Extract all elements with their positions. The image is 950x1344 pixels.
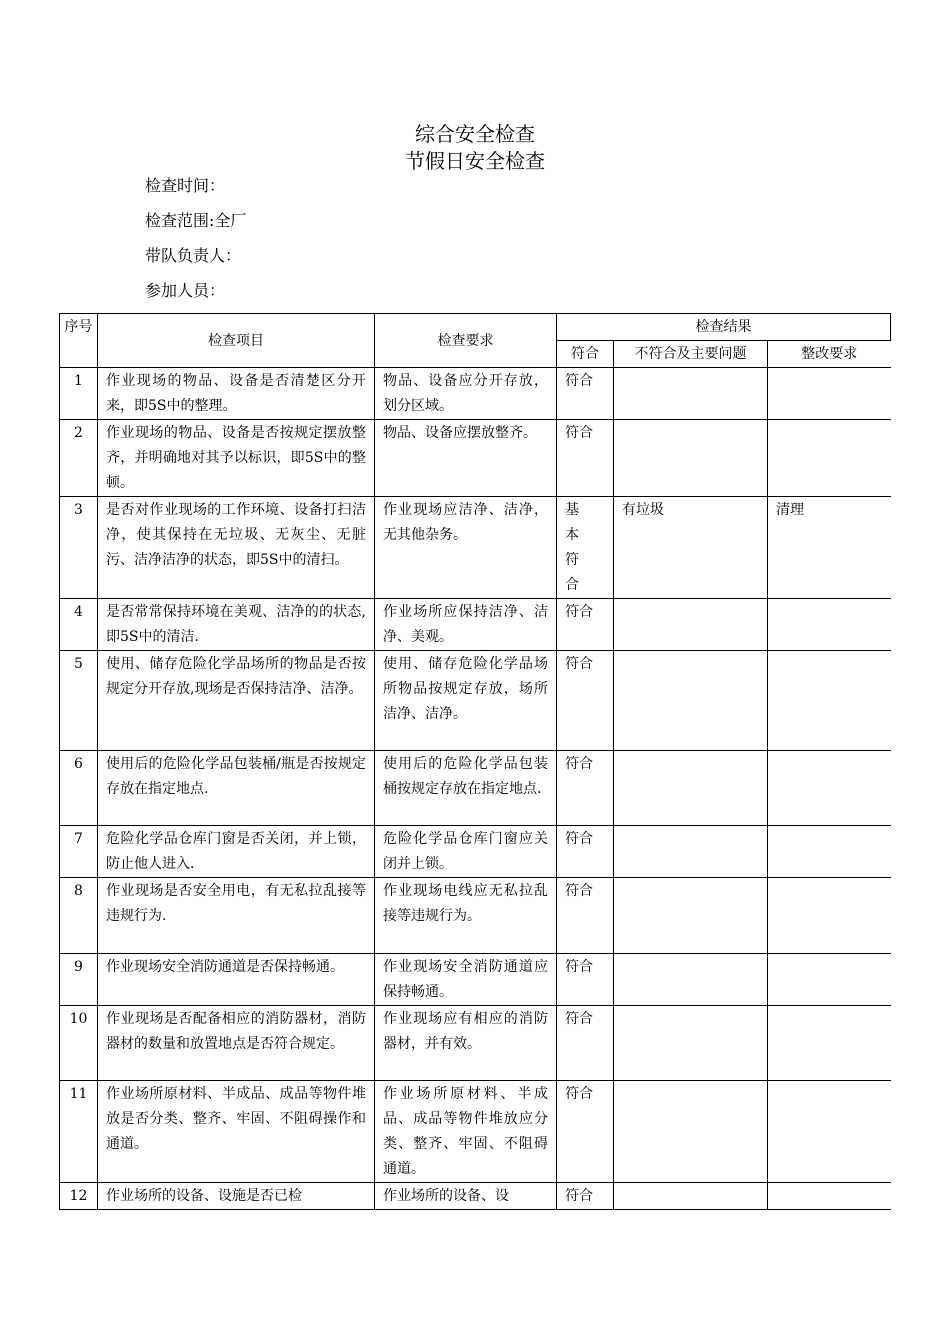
row-requirement: 使用、储存危险化学品场所物品按规定存放，场所洁净、洁净。 xyxy=(375,651,557,751)
header-result-group: 检查结果 xyxy=(557,314,891,341)
row-item: 是否对作业现场的工作环境、设备打扫洁净，使其保持在无垃圾、无灰尘、无脏污、洁净洁净的状态，即5S中的清扫。 xyxy=(98,497,375,599)
row-requirement: 作业现场应有相应的消防器材，并有效。 xyxy=(375,1006,557,1081)
field-inspection-time: 检查时间： xyxy=(145,176,226,195)
table-row xyxy=(60,599,891,651)
row-index: 11 xyxy=(60,1081,98,1183)
row-requirement: 作业现场电线应无私拉乱接等违规行为。 xyxy=(375,878,557,954)
row-rectify: 清理 xyxy=(768,497,891,599)
row-item: 作业场所原材料、半成品、成品等物件堆放是否分类、整齐、牢固、不阻碍操作和通道。 xyxy=(98,1081,375,1183)
row-rectify xyxy=(768,1006,891,1081)
row-index: 4 xyxy=(60,599,98,651)
row-issue xyxy=(614,599,768,651)
row-item: 作业现场的物品、设备是否按规定摆放整齐，并明确地对其予以标识，即5S中的整顿。 xyxy=(98,420,375,497)
row-issue xyxy=(614,1081,768,1183)
row-requirement: 物品、设备应摆放整齐。 xyxy=(375,420,557,497)
row-result: 符合 xyxy=(557,1183,614,1210)
row-rectify xyxy=(768,878,891,954)
row-requirement: 物品、设备应分开存放，划分区域。 xyxy=(375,368,557,420)
field-participants: 参加人员： xyxy=(145,281,226,300)
row-result: 符合 xyxy=(557,954,614,1006)
row-item: 使用后的危险化学品包装桶/瓶是否按规定存放在指定地点. xyxy=(98,751,375,826)
row-item: 是否常常保持环境在美观、洁净的的状态,即5S中的清洁. xyxy=(98,599,375,651)
row-issue xyxy=(614,826,768,878)
row-index: 5 xyxy=(60,651,98,751)
row-requirement: 作业现场安全消防通道应保持畅通。 xyxy=(375,954,557,1006)
table-header-row xyxy=(60,314,891,341)
row-index: 3 xyxy=(60,497,98,599)
row-result: 符合 xyxy=(557,368,614,420)
row-rectify xyxy=(768,826,891,878)
row-index: 6 xyxy=(60,751,98,826)
row-requirement: 作业场所应保持洁净、洁净、美观。 xyxy=(375,599,557,651)
header-requirement: 检查要求 xyxy=(375,314,557,368)
row-item: 作业现场是否配备相应的消防器材，消防器材的数量和放置地点是否符合规定。 xyxy=(98,1006,375,1081)
row-item: 作业现场安全消防通道是否保持畅通。 xyxy=(98,954,375,1006)
row-issue xyxy=(614,751,768,826)
table-row xyxy=(60,420,891,497)
row-index: 1 xyxy=(60,368,98,420)
row-index: 12 xyxy=(60,1183,98,1210)
row-item: 作业现场的物品、设备是否清楚区分开来，即5S中的整理。 xyxy=(98,368,375,420)
row-rectify xyxy=(768,368,891,420)
inspection-table xyxy=(59,313,891,1210)
row-result: 符合 xyxy=(557,1081,614,1183)
row-result: 符合 xyxy=(557,751,614,826)
table-row xyxy=(60,954,891,1006)
table-row xyxy=(60,751,891,826)
row-issue xyxy=(614,420,768,497)
row-result: 符合 xyxy=(557,878,614,954)
row-requirement: 作业场所的设备、设 xyxy=(375,1183,557,1210)
row-issue xyxy=(614,954,768,1006)
row-item: 危险化学品仓库门窗是否关闭，并上锁，防止他人进入. xyxy=(98,826,375,878)
header-item: 检查项目 xyxy=(98,314,375,368)
row-index: 2 xyxy=(60,420,98,497)
row-requirement: 作业现场应洁净、洁净，无其他杂务。 xyxy=(375,497,557,599)
row-result: 符合 xyxy=(557,420,614,497)
row-requirement: 使用后的危险化学品包装桶按规定存放在指定地点. xyxy=(375,751,557,826)
row-index: 9 xyxy=(60,954,98,1006)
row-rectify xyxy=(768,954,891,1006)
row-result: 符合 xyxy=(557,651,614,751)
header-rectify: 整改要求 xyxy=(768,341,891,368)
row-rectify xyxy=(768,599,891,651)
row-rectify xyxy=(768,651,891,751)
table-row xyxy=(60,368,891,420)
row-issue xyxy=(614,368,768,420)
table-row xyxy=(60,878,891,954)
row-result: 符合 xyxy=(557,826,614,878)
row-issue xyxy=(614,1006,768,1081)
table-row xyxy=(60,826,891,878)
document-subtitle: 节假日安全检查 xyxy=(405,149,545,173)
row-result: 符合 xyxy=(557,599,614,651)
row-issue: 有垃圾 xyxy=(614,497,768,599)
row-rectify xyxy=(768,751,891,826)
header-conform: 符合 xyxy=(557,341,614,368)
row-requirement: 作业场所原材料、半成品、成品等物件堆放应分类、整齐、牢固、不阻碍通道。 xyxy=(375,1081,557,1183)
document-title: 综合安全检查 xyxy=(415,122,535,146)
table-row xyxy=(60,651,891,751)
row-index: 8 xyxy=(60,878,98,954)
row-rectify xyxy=(768,420,891,497)
row-item: 作业场所的设备、设施是否已检 xyxy=(98,1183,375,1210)
header-issues: 不符合及主要问题 xyxy=(614,341,768,368)
row-index: 10 xyxy=(60,1006,98,1081)
field-inspection-scope: 检查范围:全厂 xyxy=(145,211,247,230)
header-index: 序号 xyxy=(60,314,98,368)
row-index: 7 xyxy=(60,826,98,878)
row-result: 符合 xyxy=(557,1006,614,1081)
row-issue xyxy=(614,651,768,751)
table-row xyxy=(60,497,891,599)
row-issue xyxy=(614,1183,768,1210)
row-rectify xyxy=(768,1183,891,1210)
row-item: 使用、储存危险化学品场所的物品是否按规定分开存放,现场是否保持洁净、洁净。 xyxy=(98,651,375,751)
row-issue xyxy=(614,878,768,954)
table-row xyxy=(60,1006,891,1081)
table-row xyxy=(60,1183,891,1210)
field-team-leader: 带队负责人： xyxy=(145,246,242,265)
row-result: 基本符合 xyxy=(557,497,614,599)
row-requirement: 危险化学品仓库门窗应关闭并上锁。 xyxy=(375,826,557,878)
row-rectify xyxy=(768,1081,891,1183)
row-item: 作业现场是否安全用电，有无私拉乱接等违规行为. xyxy=(98,878,375,954)
table-row xyxy=(60,1081,891,1183)
